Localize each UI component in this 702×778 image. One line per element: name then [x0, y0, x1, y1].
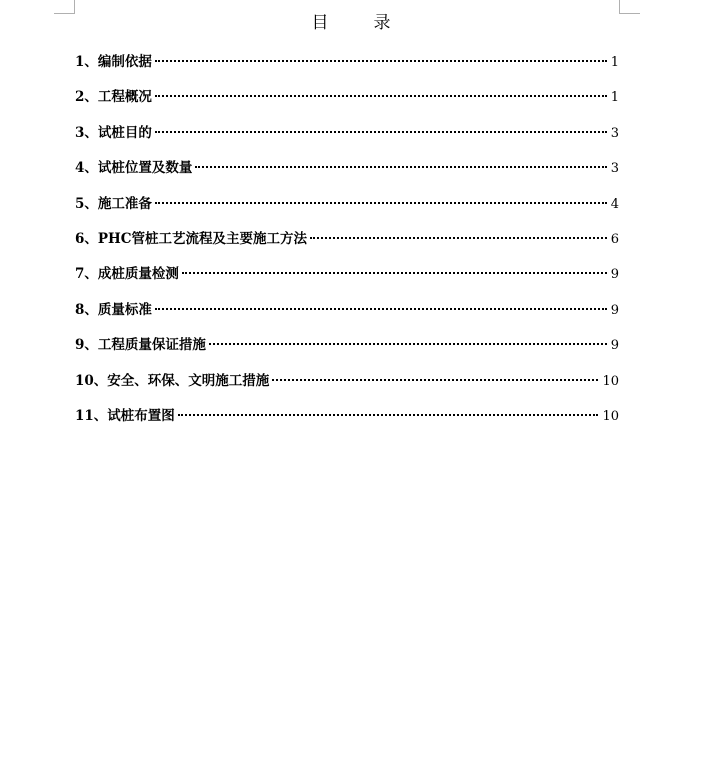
toc-entry-3[interactable]: [75, 121, 619, 156]
toc-page-number: 9: [610, 267, 619, 283]
toc-page-number: 4: [610, 196, 619, 212]
dot-leader: [182, 272, 607, 274]
toc-entry-10[interactable]: [75, 369, 619, 404]
toc-page-number: 3: [610, 161, 619, 177]
toc-entry-8[interactable]: [75, 298, 619, 333]
toc-page-number: 6: [610, 231, 619, 247]
toc-page-number: 1: [610, 55, 619, 70]
dot-leader: [272, 379, 598, 381]
toc-entry-label: 1、编制依据: [75, 54, 152, 70]
toc-page-number: 3: [610, 125, 619, 141]
toc-page-number: 10: [602, 373, 619, 389]
toc-entry-2[interactable]: [75, 85, 619, 120]
toc-entry-label: 2、工程概况: [75, 89, 152, 106]
dot-leader: [155, 202, 607, 204]
toc-entry-6[interactable]: [75, 227, 619, 262]
toc-entry-7[interactable]: [75, 262, 619, 297]
toc-entry-label: 10、安全、环保、文明施工措施: [75, 372, 270, 389]
toc-page-number: 9: [610, 302, 619, 318]
toc-entry-label: 7、成桩质量检测: [75, 266, 179, 283]
toc-entry-5[interactable]: [75, 192, 619, 227]
toc-page-number: 9: [610, 338, 619, 354]
dot-leader: [209, 343, 607, 345]
toc-entry-11[interactable]: [75, 404, 619, 439]
dot-leader: [310, 237, 607, 239]
dot-leader: [155, 131, 607, 133]
toc-entry-label: 8、质量标准: [75, 301, 152, 318]
dot-leader: [155, 308, 607, 310]
toc-entry-label: 9、工程质量保证措施: [75, 337, 206, 354]
toc-entry-1[interactable]: [75, 50, 619, 85]
toc-entry-label: 6、PHC管桩工艺流程及主要施工方法: [75, 230, 308, 247]
table-of-contents: [75, 50, 619, 439]
toc-page-number: 1: [610, 90, 619, 106]
toc-entry-label: 11、试桩布置图: [75, 407, 175, 424]
toc-page-number: 10: [602, 408, 619, 424]
dot-leader: [195, 166, 606, 168]
dot-leader: [155, 95, 607, 97]
toc-entry-label: 4、试桩位置及数量: [75, 160, 193, 177]
toc-entry-label: 5、施工准备: [75, 195, 152, 212]
toc-entry-4[interactable]: [75, 156, 619, 191]
toc-title: 目 录: [311, 13, 405, 33]
dot-leader: [155, 60, 607, 62]
dot-leader: [178, 414, 599, 416]
toc-entry-9[interactable]: [75, 333, 619, 368]
toc-entry-label: 3、试桩目的: [75, 124, 152, 141]
